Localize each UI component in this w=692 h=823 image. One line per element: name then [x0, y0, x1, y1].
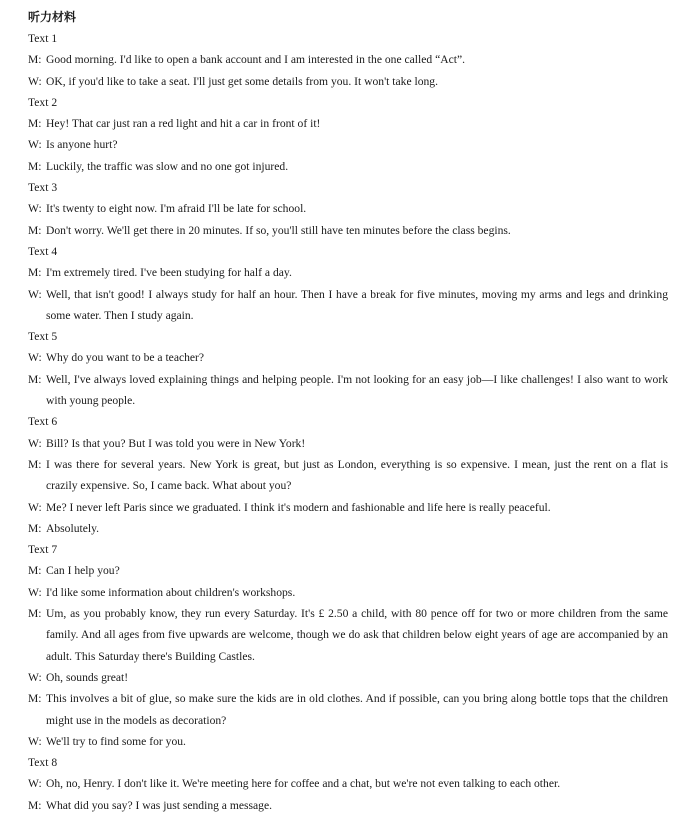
dialogue-turn	[28, 773, 668, 794]
text-section	[28, 752, 668, 816]
speaker-tag: W:	[28, 734, 42, 748]
speaker-tag: M:	[28, 798, 42, 812]
text-section	[28, 326, 668, 411]
dialogue-turn	[28, 156, 668, 177]
dialogue-turn	[28, 454, 668, 497]
text-section	[28, 177, 668, 241]
dialogue-turn	[28, 347, 668, 368]
speaker-tag: M:	[28, 53, 42, 67]
speaker-tag: W:	[28, 202, 42, 216]
speaker-tag: M:	[28, 607, 42, 621]
speaker-tag: W:	[28, 287, 42, 301]
utterance-text: Me? I never left Paris since we graduated. I think it's modern and fashionable and life here is really peaceful.	[46, 500, 551, 514]
dialogue-turn	[28, 433, 668, 454]
speaker-tag: W:	[28, 138, 42, 152]
utterance-text: What did you say? I was just sending a message.	[46, 798, 273, 812]
utterance-text: Um, as you probably know, they run every Saturday. It's £ 2.50 a child, with 80 pence off for two or more children from the same family. And all ages from five upwards are welcome, though we do ask that children below eight years of age are accompanied by an adult. This Saturday there's Building Castles.	[46, 607, 668, 663]
utterance-text: Good morning. I'd like to open a bank account and I am interested in the one called “Act”.	[46, 53, 465, 67]
speaker-tag: M:	[28, 223, 42, 237]
speaker-tag: W:	[28, 670, 42, 684]
utterance-text: Bill? Is that you? But I was told you were in New York!	[46, 436, 306, 450]
utterance-text: It's twenty to eight now. I'm afraid I'll be late for school.	[46, 202, 307, 216]
dialogue-turn	[28, 220, 668, 241]
utterance-text: Is anyone hurt?	[46, 138, 118, 152]
section-label: Text 7	[28, 543, 58, 557]
speaker-tag: M:	[28, 266, 42, 280]
section-label: Text 6	[28, 415, 58, 429]
utterance-text: I'd like some information about children's workshops.	[46, 585, 296, 599]
utterance-text: Can I help you?	[46, 564, 120, 578]
dialogue-turn	[28, 369, 668, 412]
speaker-tag: M:	[28, 521, 42, 535]
utterance-text: I was there for several years. New York is great, but just as London, everything is so expensive. I mean, just the rent on a flat is crazily expensive. So, I came back. What about you?	[46, 457, 668, 493]
section-label: Text 8	[28, 756, 58, 770]
utterance-text: Luckily, the traffic was slow and no one got injured.	[46, 159, 289, 173]
text-section	[28, 92, 668, 177]
utterance-text: This involves a bit of glue, so make sure the kids are in old clothes. And if possible, can you bring along bottle tops that the children might use in the models as decoration?	[46, 692, 668, 727]
dialogue-turn	[28, 688, 668, 731]
speaker-tag: W:	[28, 585, 42, 599]
text-section	[28, 539, 668, 752]
speaker-tag: W:	[28, 777, 42, 791]
transcript-sections	[28, 28, 668, 816]
section-label: Text 5	[28, 330, 58, 344]
dialogue-turn	[28, 667, 668, 688]
dialogue-turn	[28, 497, 668, 518]
dialogue-turn	[28, 134, 668, 155]
dialogue-turn	[28, 731, 668, 752]
text-section	[28, 411, 668, 539]
dialogue-turn	[28, 795, 668, 816]
speaker-tag: M:	[28, 117, 42, 131]
dialogue-turn	[28, 71, 668, 92]
utterance-text: Don't worry. We'll get there in 20 minutes. If so, you'll still have ten minutes before the class begins.	[46, 223, 511, 237]
dialogue-turn	[28, 603, 668, 667]
dialogue-turn	[28, 49, 668, 70]
speaker-tag: M:	[28, 372, 42, 386]
speaker-tag: W:	[28, 74, 42, 88]
speaker-tag: M:	[28, 692, 42, 706]
utterance-text: Why do you want to be a teacher?	[46, 351, 205, 365]
listening-transcript	[28, 7, 668, 816]
utterance-text: OK, if you'd like to take a seat. I'll just get some details from you. It won't take long.	[46, 74, 439, 88]
utterance-text: Hey! That car just ran a red light and hit a car in front of it!	[46, 117, 321, 131]
utterance-text: I'm extremely tired. I've been studying for half a day.	[46, 266, 292, 280]
dialogue-turn	[28, 262, 668, 283]
document-heading: 听力材料	[28, 10, 77, 24]
section-label: Text 4	[28, 244, 58, 258]
dialogue-turn	[28, 560, 668, 581]
utterance-text: Oh, no, Henry. I don't like it. We're meeting here for coffee and a chat, but we're not even talking to each other.	[46, 777, 561, 791]
section-label: Text 3	[28, 181, 58, 195]
dialogue-turn	[28, 582, 668, 603]
utterance-text: Well, I've always loved explaining things and helping people. I'm not looking for an easy job—I like challenges! I also want to work with young people.	[46, 372, 668, 408]
speaker-tag: W:	[28, 436, 42, 450]
utterance-text: Well, that isn't good! I always study for half an hour. Then I have a break for five minutes, moving my arms and legs and drinking some water. Then I study again.	[46, 287, 668, 322]
text-section	[28, 241, 668, 326]
section-label: Text 1	[28, 32, 58, 45]
speaker-tag: W:	[28, 500, 42, 514]
dialogue-turn	[28, 113, 668, 134]
speaker-tag: M:	[28, 159, 42, 173]
text-section	[28, 28, 668, 92]
speaker-tag: W:	[28, 351, 42, 365]
dialogue-turn	[28, 518, 668, 539]
utterance-text: Oh, sounds great!	[46, 670, 129, 684]
speaker-tag: M:	[28, 457, 42, 471]
speaker-tag: M:	[28, 564, 42, 578]
utterance-text: We'll try to find some for you.	[46, 734, 186, 748]
dialogue-turn	[28, 198, 668, 219]
dialogue-turn	[28, 284, 668, 327]
section-label: Text 2	[28, 95, 58, 109]
utterance-text: Absolutely.	[46, 521, 100, 535]
